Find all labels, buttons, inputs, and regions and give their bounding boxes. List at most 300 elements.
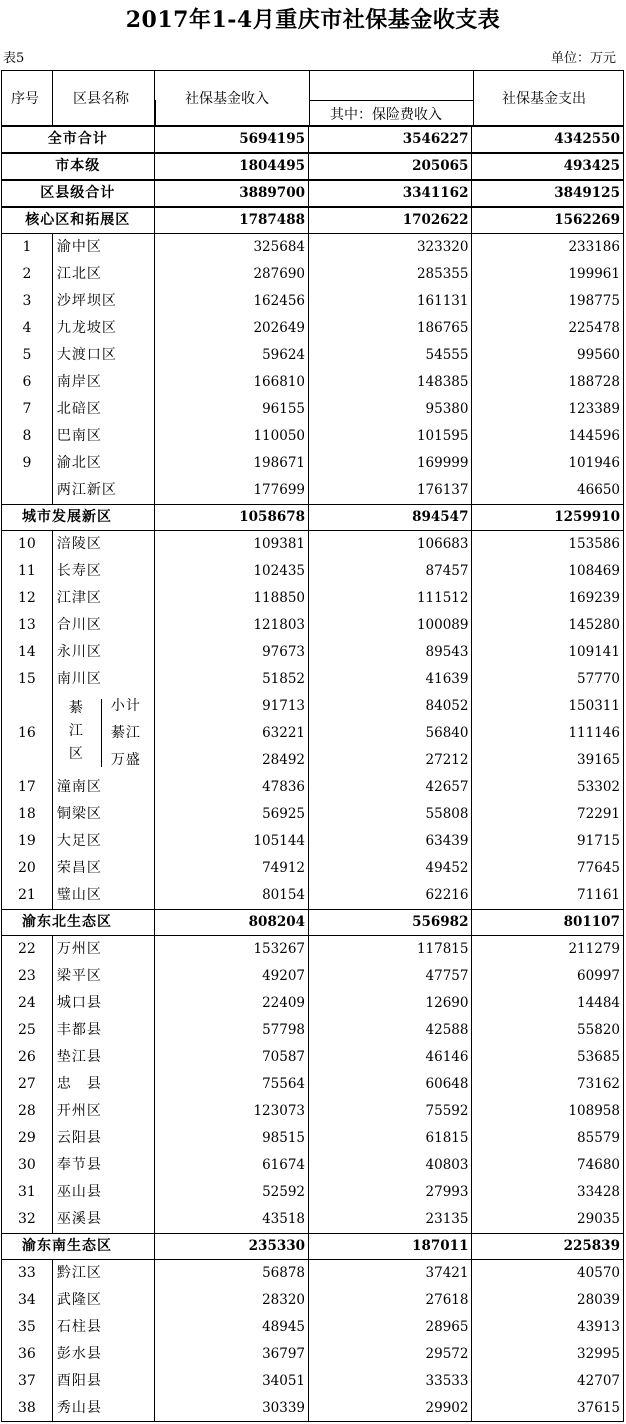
row-premium: 47757: [309, 963, 472, 990]
row-district: 万州区: [53, 936, 155, 963]
table-row: [1, 612, 624, 639]
group-new-dev-label: 城市发展新区: [2, 505, 155, 530]
table-row: [1, 288, 624, 315]
row-seq: 35: [2, 1314, 53, 1341]
row-premium: 176137: [309, 477, 472, 504]
row-income: 36797: [155, 1341, 310, 1368]
row-premium: 62216: [309, 882, 472, 909]
row-seq: 37: [2, 1368, 53, 1395]
header-expense-cell: [474, 71, 625, 125]
summary-city-level-premium: 205065: [309, 154, 472, 179]
row-expense: 43913: [577, 1319, 620, 1335]
table-row: [1, 855, 624, 882]
row-premium: 42657: [309, 774, 472, 801]
qijiang-premium: 84052: [425, 698, 469, 714]
qijiang-sub-name: 綦江: [110, 725, 141, 741]
row-income: 70587: [155, 1044, 310, 1071]
unit-label: 单位：万元: [550, 51, 616, 66]
summary-city-level-expense: 493425: [563, 158, 620, 174]
table-row: [1, 1206, 624, 1233]
table-row: [1, 585, 624, 612]
qijiang-name-char: 綦: [68, 700, 83, 716]
qijiang-row: [1, 693, 624, 774]
table-row: [1, 1125, 624, 1152]
table-row: [1, 369, 624, 396]
row-premium: 37421: [309, 1260, 472, 1287]
table-row: [1, 666, 624, 693]
row-district: 璧山区: [53, 882, 155, 909]
row-income: 56925: [155, 801, 310, 828]
row-premium: 101595: [309, 423, 472, 450]
row-expense: 42707: [577, 1373, 620, 1389]
summary-city-total-premium: 3546227: [309, 127, 472, 152]
row-expense: 40570: [577, 1265, 620, 1281]
row-premium: 100089: [309, 612, 472, 639]
row-expense: 109141: [568, 644, 620, 660]
table-row: [1, 450, 624, 477]
row-district: 大足区: [53, 828, 155, 855]
row-district: 荣昌区: [53, 855, 155, 882]
row-district: 奉节县: [53, 1152, 155, 1179]
table-header: [1, 70, 624, 126]
row-seq: 32: [2, 1206, 53, 1233]
group-northeast: [1, 909, 624, 936]
summary-county-total-premium: 3341162: [309, 181, 472, 206]
row-income: 57798: [155, 1017, 310, 1044]
group-southeast: [1, 1233, 624, 1260]
table-row: [1, 1152, 624, 1179]
row-income: 110050: [155, 423, 310, 450]
summary-county-total-expense: 3849125: [554, 185, 620, 201]
group-southeast-label: 渝东南生态区: [2, 1234, 155, 1259]
table-row: [1, 1071, 624, 1098]
row-premium: 29902: [309, 1395, 472, 1421]
row-premium: 169999: [309, 450, 472, 477]
row-expense: 144596: [568, 428, 620, 444]
row-district: 铜梁区: [53, 801, 155, 828]
qijiang-expense-col: [472, 693, 623, 774]
qijiang-sub-name: 万盛: [110, 752, 141, 768]
table-row: [1, 936, 624, 963]
row-seq: 10: [2, 531, 53, 558]
row-seq: 3: [2, 288, 53, 315]
table-row: [1, 261, 624, 288]
table-row: [1, 423, 624, 450]
row-premium: 40803: [309, 1152, 472, 1179]
table-row: [1, 1314, 624, 1341]
summary-county-total: [1, 180, 624, 207]
row-income: 287690: [155, 261, 310, 288]
group-northeast-label: 渝东北生态区: [2, 910, 155, 935]
header-premium-cell: [310, 71, 474, 125]
row-premium: 46146: [309, 1044, 472, 1071]
group-northeast-premium: 556982: [309, 910, 472, 935]
header-income: 社保基金收入: [185, 91, 269, 107]
row-seq: 27: [2, 1071, 53, 1098]
row-premium: 75592: [309, 1098, 472, 1125]
row-district: 合川区: [53, 612, 155, 639]
row-premium: 55808: [309, 801, 472, 828]
row-income: 325684: [155, 234, 310, 261]
table-row: [1, 1260, 624, 1287]
row-income: 166810: [155, 369, 310, 396]
row-premium: 61815: [309, 1125, 472, 1152]
row-seq: 5: [2, 342, 53, 369]
summary-city-total: [1, 126, 624, 153]
header-seq-cell: [2, 71, 53, 125]
qijiang-name-char: 区: [68, 746, 83, 762]
group-core-expense: 1562269: [554, 212, 620, 228]
row-district: 北碚区: [53, 396, 155, 423]
row-premium: 63439: [309, 828, 472, 855]
table-row: [1, 1179, 624, 1206]
row-income: 109381: [155, 531, 310, 558]
table-row: [1, 558, 624, 585]
row-district: 城口县: [53, 990, 155, 1017]
summary-city-total-label: 全市合计: [2, 127, 155, 152]
row-income: 177699: [155, 477, 310, 504]
row-district: 武隆区: [53, 1287, 155, 1314]
row-expense: 28039: [577, 1292, 620, 1308]
row-expense: 225478: [568, 320, 620, 336]
row-expense: 53685: [577, 1049, 620, 1065]
row-district: 梁平区: [53, 963, 155, 990]
row-district: 长寿区: [53, 558, 155, 585]
row-expense: 53302: [577, 779, 620, 795]
group-southeast-premium: 187011: [309, 1234, 472, 1259]
summary-city-level-label: 市本级: [2, 154, 155, 179]
table-row: [1, 882, 624, 909]
group-northeast-income: 808204: [155, 910, 309, 935]
row-seq: 36: [2, 1341, 53, 1368]
row-district: 彭水县: [53, 1341, 155, 1368]
row-premium: 95380: [309, 396, 472, 423]
table-row: [1, 1341, 624, 1368]
qijiang-income-col: [155, 693, 310, 774]
row-income: 105144: [155, 828, 310, 855]
table-row: [1, 234, 624, 261]
row-district: 开州区: [53, 1098, 155, 1125]
table-number: 表5: [3, 51, 25, 66]
row-district: 渝中区: [53, 234, 155, 261]
row-income: 202649: [155, 315, 310, 342]
row-seq: 22: [2, 936, 53, 963]
row-seq: 28: [2, 1098, 53, 1125]
table-row: [1, 477, 624, 504]
row-seq: 11: [2, 558, 53, 585]
row-district: 云阳县: [53, 1125, 155, 1152]
table-row: [1, 1368, 624, 1395]
row-premium: 28965: [309, 1314, 472, 1341]
row-income: 34051: [155, 1368, 310, 1395]
header-income-cell: [155, 71, 310, 125]
row-premium: 27993: [309, 1179, 472, 1206]
row-district: 石柱县: [53, 1314, 155, 1341]
group-core-label: 核心区和拓展区: [2, 208, 155, 233]
row-seq: [2, 477, 53, 504]
row-seq: 33: [2, 1260, 53, 1287]
row-district: 丰都县: [53, 1017, 155, 1044]
row-expense: 108469: [568, 563, 620, 579]
row-premium: 186765: [309, 315, 472, 342]
row-income: 162456: [155, 288, 310, 315]
qijiang-expense: 150311: [568, 698, 620, 714]
row-seq: 31: [2, 1179, 53, 1206]
row-premium: 49452: [309, 855, 472, 882]
row-expense: 71161: [577, 887, 620, 903]
group-core-income: 1787488: [155, 208, 310, 233]
qijiang-name-char: 江: [68, 723, 83, 739]
row-district: 江津区: [53, 585, 155, 612]
row-district: 涪陵区: [53, 531, 155, 558]
row-income: 75564: [155, 1071, 310, 1098]
table-row: [1, 1395, 624, 1422]
row-premium: 12690: [309, 990, 472, 1017]
qijiang-income: 63221: [262, 725, 306, 741]
row-seq: 8: [2, 423, 53, 450]
row-expense: 198775: [568, 293, 620, 309]
row-expense: 233186: [568, 239, 620, 255]
row-premium: 41639: [309, 666, 472, 693]
row-premium: 87457: [309, 558, 472, 585]
row-income: 198671: [155, 450, 310, 477]
row-premium: 117815: [309, 936, 472, 963]
group-new-dev: [1, 504, 624, 531]
row-seq: 21: [2, 882, 53, 909]
row-seq: 14: [2, 639, 53, 666]
group-northeast-expense: 801107: [563, 914, 620, 930]
row-seq: 17: [2, 774, 53, 801]
row-district: 垫江县: [53, 1044, 155, 1071]
row-income: 61674: [155, 1152, 310, 1179]
row-district: 大渡口区: [53, 342, 155, 369]
row-seq: 2: [2, 261, 53, 288]
row-income: 56878: [155, 1260, 310, 1287]
row-premium: 29572: [309, 1341, 472, 1368]
header-premium: 其中：保险费收入: [330, 107, 442, 123]
header-name-cell: [53, 71, 155, 125]
row-district: 九龙坡区: [53, 315, 155, 342]
row-expense: 60997: [577, 968, 620, 984]
qijiang-premium: 56840: [425, 725, 469, 741]
row-expense: 169239: [568, 590, 620, 606]
row-income: 52592: [155, 1179, 310, 1206]
table-row: [1, 396, 624, 423]
row-premium: 148385: [309, 369, 472, 396]
row-premium: 27618: [309, 1287, 472, 1314]
row-seq: 26: [2, 1044, 53, 1071]
summary-city-level-income: 1804495: [155, 154, 310, 179]
row-premium: 106683: [309, 531, 472, 558]
table-body: [1, 126, 624, 1422]
row-income: 98515: [155, 1125, 310, 1152]
row-expense: 211279: [568, 941, 620, 957]
qijiang-expense: 111146: [568, 725, 620, 741]
row-expense: 85579: [577, 1130, 620, 1146]
row-expense: 72291: [577, 806, 620, 822]
row-expense: 32995: [577, 1346, 620, 1362]
table-row: [1, 1098, 624, 1125]
group-core: [1, 207, 624, 234]
group-southeast-income: 235330: [155, 1234, 309, 1259]
row-income: 74912: [155, 855, 310, 882]
row-seq: 16: [2, 693, 53, 774]
row-seq: 7: [2, 396, 53, 423]
row-income: 102435: [155, 558, 310, 585]
table-row: [1, 963, 624, 990]
row-expense: 57770: [577, 671, 620, 687]
table-row: [1, 1044, 624, 1071]
row-expense: 46650: [577, 482, 620, 498]
row-district: 巫山县: [53, 1179, 155, 1206]
row-income: 121803: [155, 612, 310, 639]
row-expense: 55820: [577, 1022, 620, 1038]
row-income: 59624: [155, 342, 310, 369]
row-district: 两江新区: [53, 477, 155, 504]
row-seq: 12: [2, 585, 53, 612]
row-expense: 199961: [568, 266, 620, 282]
row-premium: 54555: [309, 342, 472, 369]
row-expense: 123389: [568, 401, 620, 417]
row-expense: 99560: [577, 347, 620, 363]
qijiang-name: [67, 697, 85, 766]
row-income: 118850: [155, 585, 310, 612]
row-seq: 34: [2, 1287, 53, 1314]
row-expense: 101946: [568, 455, 620, 471]
row-income: 123073: [155, 1098, 310, 1125]
row-premium: 111512: [309, 585, 472, 612]
table-title: 2017年1-4月重庆市社保基金收支表: [125, 7, 501, 33]
row-expense: 153586: [568, 536, 620, 552]
table-row: [1, 801, 624, 828]
row-district: 永川区: [53, 639, 155, 666]
row-district: 渝北区: [53, 450, 155, 477]
summary-city-total-income: 5694195: [155, 127, 310, 152]
table-row: [1, 342, 624, 369]
row-income: 28320: [155, 1287, 310, 1314]
row-income: 96155: [155, 396, 310, 423]
row-seq: 29: [2, 1125, 53, 1152]
qijiang-name-cell: [53, 693, 155, 774]
qijiang-sub-name: 小计: [110, 698, 141, 714]
header-expense: 社保基金支出: [502, 91, 586, 107]
row-district: 酉阳县: [53, 1368, 155, 1395]
row-expense: 188728: [568, 374, 620, 390]
table-row: [1, 639, 624, 666]
header-name: 区县名称: [73, 91, 129, 107]
table-row: [1, 315, 624, 342]
row-district: 黔江区: [53, 1260, 155, 1287]
row-seq: 4: [2, 315, 53, 342]
row-expense: 108958: [568, 1103, 620, 1119]
row-expense: 74680: [577, 1157, 620, 1173]
table-row: [1, 828, 624, 855]
fund-table: [1, 70, 624, 1422]
summary-city-total-expense: 4342550: [554, 131, 620, 147]
row-income: 43518: [155, 1206, 310, 1233]
row-district: 江北区: [53, 261, 155, 288]
qijiang-expense: 39165: [577, 752, 620, 768]
row-income: 80154: [155, 882, 310, 909]
row-seq: 30: [2, 1152, 53, 1179]
row-seq: 23: [2, 963, 53, 990]
row-expense: 29035: [577, 1211, 620, 1227]
group-new-dev-expense: 1259910: [554, 509, 620, 525]
header-seq: 序号: [11, 91, 39, 107]
qijiang-income: 91713: [262, 698, 306, 714]
row-premium: 33533: [309, 1368, 472, 1395]
summary-county-total-label: 区县级合计: [2, 181, 155, 206]
row-district: 南岸区: [53, 369, 155, 396]
row-premium: 161131: [309, 288, 472, 315]
row-income: 49207: [155, 963, 310, 990]
row-seq: 24: [2, 990, 53, 1017]
row-income: 153267: [155, 936, 310, 963]
row-income: 51852: [155, 666, 310, 693]
row-district: 忠 县: [53, 1071, 155, 1098]
table-row: [1, 774, 624, 801]
row-premium: 42588: [309, 1017, 472, 1044]
row-district: 秀山县: [53, 1395, 155, 1421]
row-premium: 23135: [309, 1206, 472, 1233]
row-seq: 38: [2, 1395, 53, 1421]
row-premium: 323320: [309, 234, 472, 261]
row-district: 巴南区: [53, 423, 155, 450]
row-income: 47836: [155, 774, 310, 801]
row-seq: 19: [2, 828, 53, 855]
row-expense: 14484: [577, 995, 620, 1011]
row-income: 30339: [155, 1395, 310, 1421]
qijiang-premium: 27212: [425, 752, 469, 768]
group-core-premium: 1702622: [309, 208, 472, 233]
row-premium: 89543: [309, 639, 472, 666]
row-seq: 25: [2, 1017, 53, 1044]
row-expense: 145280: [568, 617, 620, 633]
row-seq: 6: [2, 369, 53, 396]
row-district: 潼南区: [53, 774, 155, 801]
summary-county-total-income: 3889700: [155, 181, 310, 206]
row-expense: 77645: [577, 860, 620, 876]
row-income: 48945: [155, 1314, 310, 1341]
summary-city-level: [1, 153, 624, 180]
row-premium: 285355: [309, 261, 472, 288]
row-district: 南川区: [53, 666, 155, 693]
group-new-dev-premium: 894547: [309, 505, 472, 530]
row-premium: 60648: [309, 1071, 472, 1098]
group-new-dev-income: 1058678: [155, 505, 309, 530]
row-seq: 15: [2, 666, 53, 693]
row-expense: 37615: [577, 1400, 620, 1416]
row-seq: 1: [2, 234, 53, 261]
table-row: [1, 1287, 624, 1314]
row-income: 22409: [155, 990, 310, 1017]
qijiang-income: 28492: [262, 752, 306, 768]
row-expense: 73162: [577, 1076, 620, 1092]
row-expense: 33428: [577, 1184, 620, 1200]
row-seq: 18: [2, 801, 53, 828]
group-southeast-expense: 225839: [563, 1238, 620, 1254]
row-income: 97673: [155, 639, 310, 666]
row-district: 沙坪坝区: [53, 288, 155, 315]
row-district: 巫溪县: [53, 1206, 155, 1233]
row-seq: 9: [2, 450, 53, 477]
qijiang-premium-col: [309, 693, 472, 774]
row-seq: 13: [2, 612, 53, 639]
row-expense: 91715: [577, 833, 620, 849]
table-row: [1, 1017, 624, 1044]
row-seq: 20: [2, 855, 53, 882]
table-row: [1, 531, 624, 558]
